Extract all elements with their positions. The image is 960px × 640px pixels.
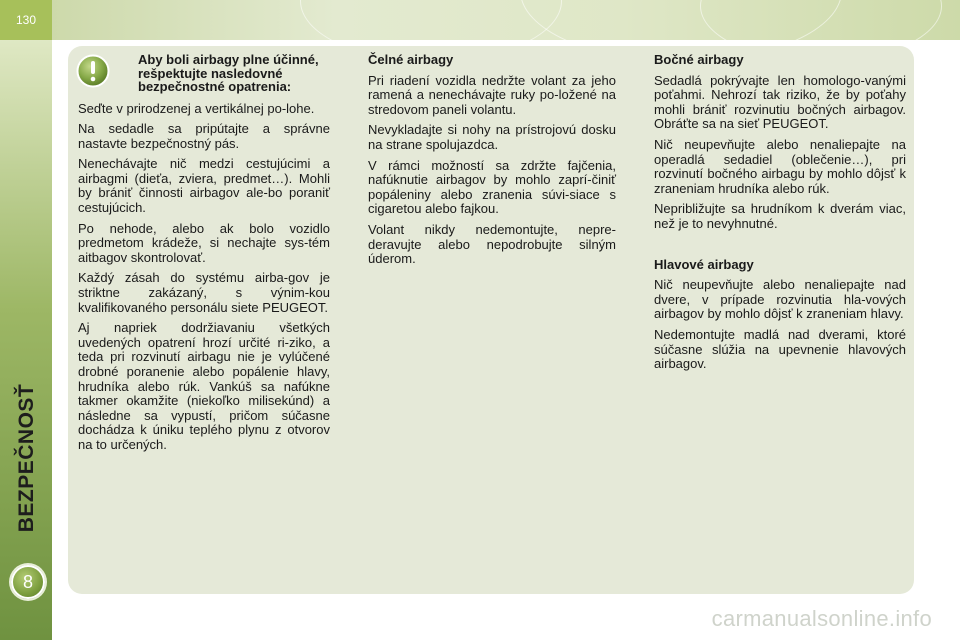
paragraph: Sedadlá pokrývajte len homologo-vanými poťahmi. Nehrozí tak riziko, že by poťahy mohli brániť rozvinutiu bočných airbagov. Obráťte sa na sieť PEUGEOT. xyxy=(654,72,906,132)
paragraph: Po nehode, alebo ak bolo vozidlo predmetom krádeže, si nechajte sys-tém aitbagov skontrolovať. xyxy=(78,220,330,265)
front-airbags-heading: Čelné airbagy xyxy=(368,52,454,67)
head-airbags-heading: Hlavové airbagy xyxy=(654,256,754,272)
paragraph: Nič neupevňujte alebo nenaliepajte na operadlá sedadiel (oblečenie…), pri rozvinutí bočného airbagu by mohlo dôjsť k zraneniam hrudníka alebo rúk. xyxy=(654,136,906,196)
chapter-badge: 8 xyxy=(11,565,45,599)
paragraph: Každý zásah do systému airba-gov je striktne zakázaný, s výnim-kou kvalifikovaného personálu siete PEUGEOT. xyxy=(78,270,330,315)
column-side-head-airbags xyxy=(654,53,906,378)
paragraph: Nič neupevňujte alebo nenaliepajte nad dvere, v prípade rozvinutia hla-vových airbagov by mohlo dôjsť k zraneniam hlavy. xyxy=(654,277,906,322)
paragraph: Nevykladajte si nohy na prístrojovú dosku na strane spolujazdca. xyxy=(368,122,616,152)
paragraph: Aj napriek dodržiavaniu všetkých uvedených opatrení hrozí určité ri-ziko, a teda pri rozvinutí airbagu nie je vylúčené drobné poranenie alebo popálenie hlavy, hrudníka alebo rúk. Vankúš sa nafúkne takmer okamžite (niekoľko milisekúnd) a následne sa vypustí, pričom súčasne dochádza k úniku teplého plynu z otvorov na to určených. xyxy=(78,320,330,452)
paragraph: Seďte v prirodzenej a vertikálnej po-lohe. xyxy=(78,100,315,116)
paragraph: Nenechávajte nič medzi cestujúcimi a airbagmi (dieťa, zviera, predmet…). Mohli by brániť činnosti airbagov ale-bo poraniť cestujúcich. xyxy=(78,156,330,216)
column-general-precautions xyxy=(78,53,330,459)
paragraph: Nedemontujte madlá nad dverami, ktoré súčasne slúžia na upevnenie hlavových airbagov. xyxy=(654,326,906,372)
paragraph: Na sedadle sa pripútajte a správne nastavte bezpečnostný pás. xyxy=(78,121,330,151)
header-band xyxy=(0,0,960,40)
paragraph: Volant nikdy nedemontujte, nepre-deravujte alebo nepodrobujte silným úderom. xyxy=(368,221,616,267)
chapter-sidebar xyxy=(0,40,52,640)
header-decoration xyxy=(700,0,942,40)
paragraph: Nepribližujte sa hrudníkom k dverám viac, než je to nevyhnutné. xyxy=(654,201,906,231)
watermark: carmanualsonline.info xyxy=(711,606,932,631)
paragraph: Pri riadení vozidla nedržte volant za jeho ramená a nenechávajte ruky po-ložené na stredovom paneli volantu. xyxy=(368,72,616,117)
page-number: 130 xyxy=(0,0,52,40)
side-airbags-heading: Bočné airbagy xyxy=(654,52,744,67)
column-front-airbags xyxy=(368,53,616,273)
paragraph: V rámci možností sa zdržte fajčenia, nafúknutie airbagov by mohlo zaprí-činiť popáleniny alebo zranenia súvi-siace s cigaretou alebo fajkou. xyxy=(368,157,616,217)
precautions-heading: Aby boli airbagy plne účinné, rešpektujte nasledovné bezpečnostné opatrenia: xyxy=(138,52,319,94)
section-title: BEZPEČNOSŤ xyxy=(15,383,38,533)
